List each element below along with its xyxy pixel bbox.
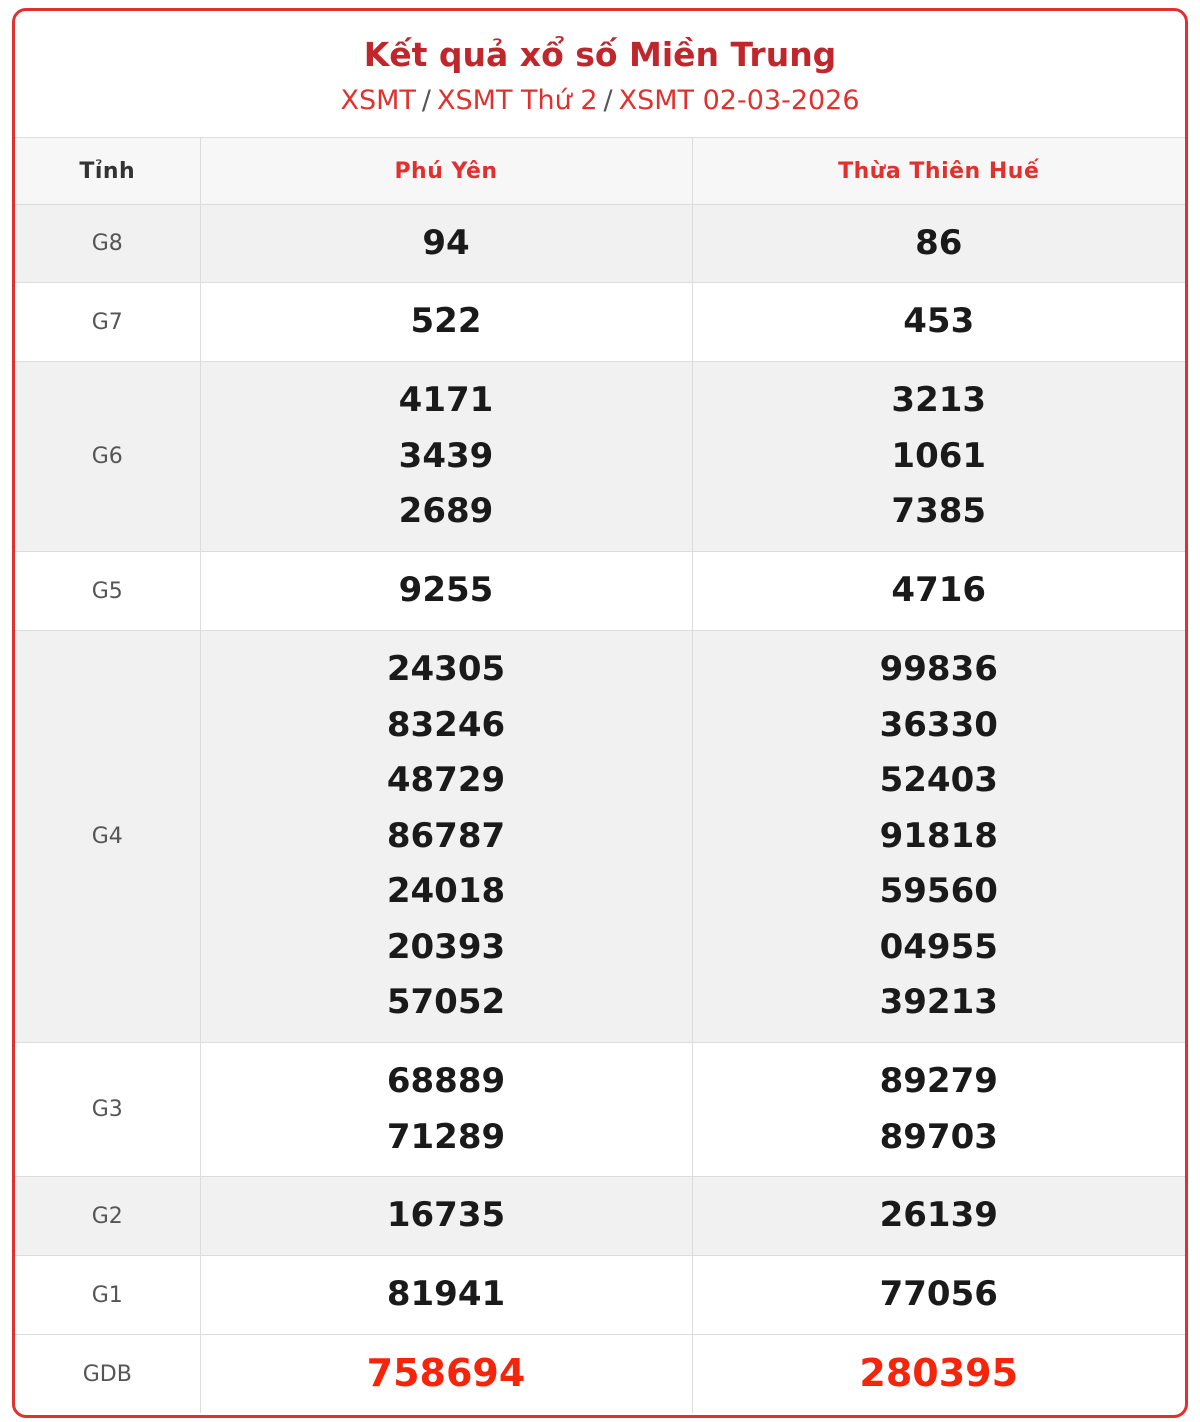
prize-label: G7 — [15, 283, 200, 362]
breadcrumb-separator: / — [603, 85, 613, 116]
special-prize-number: 758694 — [366, 1351, 526, 1396]
prize-row-gdb — [15, 1335, 1185, 1414]
prize-number: 20393 — [386, 926, 506, 967]
prize-number: 522 — [410, 301, 482, 342]
results-body — [15, 205, 1185, 1414]
prize-number: 453 — [903, 301, 975, 342]
prize-row-g7 — [15, 283, 1185, 362]
breadcrumb-link-xsmt[interactable]: XSMT — [340, 85, 416, 116]
prize-number: 2689 — [398, 491, 494, 532]
prize-cell-thua-thien-hue — [692, 1335, 1185, 1414]
prize-cell-thua-thien-hue — [692, 1043, 1185, 1177]
prize-number: 7385 — [891, 491, 987, 532]
prize-cell-thua-thien-hue — [692, 205, 1185, 283]
prize-label: G5 — [15, 552, 200, 631]
prize-cell-phu-yen — [200, 1043, 692, 1177]
prize-number: 4171 — [398, 380, 494, 421]
results-card — [12, 8, 1188, 1418]
prize-number: 71289 — [386, 1116, 506, 1157]
prize-label: GDB — [15, 1335, 200, 1414]
prize-number: 81941 — [386, 1274, 506, 1315]
prize-label: G6 — [15, 362, 200, 552]
prize-number: 16735 — [386, 1195, 506, 1236]
prize-number: 86787 — [386, 815, 506, 856]
prize-number: 3213 — [891, 380, 987, 421]
prize-cell-thua-thien-hue — [692, 631, 1185, 1043]
prize-number: 24305 — [386, 649, 506, 690]
breadcrumb-link-xsmt-weekday[interactable]: XSMT Thứ 2 — [437, 85, 598, 116]
prize-cell-thua-thien-hue — [692, 1256, 1185, 1335]
prize-number: 57052 — [386, 982, 506, 1023]
prize-cell-phu-yen — [200, 283, 692, 362]
prize-row-g1 — [15, 1256, 1185, 1335]
prize-label: G1 — [15, 1256, 200, 1335]
prize-number: 48729 — [386, 760, 506, 801]
prize-number: 52403 — [879, 760, 998, 801]
prize-cell-thua-thien-hue — [692, 283, 1185, 362]
prize-row-g5 — [15, 552, 1185, 631]
prize-row-g8 — [15, 205, 1185, 283]
prize-number: 94 — [422, 222, 470, 263]
prize-row-g6 — [15, 362, 1185, 552]
results-table — [15, 138, 1185, 1413]
prize-number: 4716 — [891, 570, 987, 611]
prize-number: 36330 — [879, 704, 998, 745]
prize-label: G8 — [15, 205, 200, 283]
prize-cell-phu-yen — [200, 1177, 692, 1256]
prize-number: 9255 — [398, 570, 494, 611]
prize-number: 83246 — [386, 704, 506, 745]
prize-label: G2 — [15, 1177, 200, 1256]
page-title: Kết quả xổ số Miền Trung — [363, 35, 837, 74]
prize-row-g4 — [15, 631, 1185, 1043]
column-header-province: Tỉnh — [15, 138, 200, 205]
prize-label: G3 — [15, 1043, 200, 1177]
prize-cell-phu-yen — [200, 631, 692, 1043]
breadcrumb-separator: / — [421, 85, 432, 116]
prize-number: 24018 — [386, 871, 506, 912]
prize-number: 1061 — [891, 435, 987, 476]
breadcrumb-link-xsmt-date[interactable]: XSMT 02-03-2026 — [618, 85, 860, 116]
table-header-row — [15, 138, 1185, 205]
prize-number: 91818 — [879, 815, 998, 856]
prize-number: 68889 — [386, 1061, 506, 1101]
prize-label: G4 — [15, 631, 200, 1043]
column-header-thua-thien-hue[interactable]: Thừa Thiên Huế — [692, 138, 1185, 205]
prize-cell-phu-yen — [200, 205, 692, 283]
prize-cell-thua-thien-hue — [692, 362, 1185, 552]
prize-number: 3439 — [398, 435, 494, 476]
prize-number: 39213 — [879, 982, 998, 1023]
prize-number: 04955 — [879, 926, 998, 967]
prize-number: 59560 — [879, 871, 998, 912]
breadcrumb — [15, 85, 1185, 117]
prize-cell-phu-yen — [200, 552, 692, 631]
prize-number: 77056 — [879, 1274, 998, 1315]
prize-cell-phu-yen — [200, 1256, 692, 1335]
prize-row-g3 — [15, 1043, 1185, 1177]
prize-cell-phu-yen — [200, 362, 692, 552]
prize-cell-thua-thien-hue — [692, 1177, 1185, 1256]
column-header-phu-yen[interactable]: Phú Yên — [200, 138, 692, 205]
prize-row-g2 — [15, 1177, 1185, 1256]
prize-cell-thua-thien-hue — [692, 552, 1185, 631]
prize-number: 86 — [915, 222, 963, 263]
prize-number: 89703 — [879, 1116, 998, 1157]
results-header — [15, 11, 1185, 138]
special-prize-number: 280395 — [859, 1351, 1019, 1396]
prize-number: 99836 — [879, 649, 998, 690]
prize-number: 89279 — [879, 1061, 998, 1101]
prize-cell-phu-yen — [200, 1335, 692, 1414]
prize-number: 26139 — [879, 1195, 998, 1236]
